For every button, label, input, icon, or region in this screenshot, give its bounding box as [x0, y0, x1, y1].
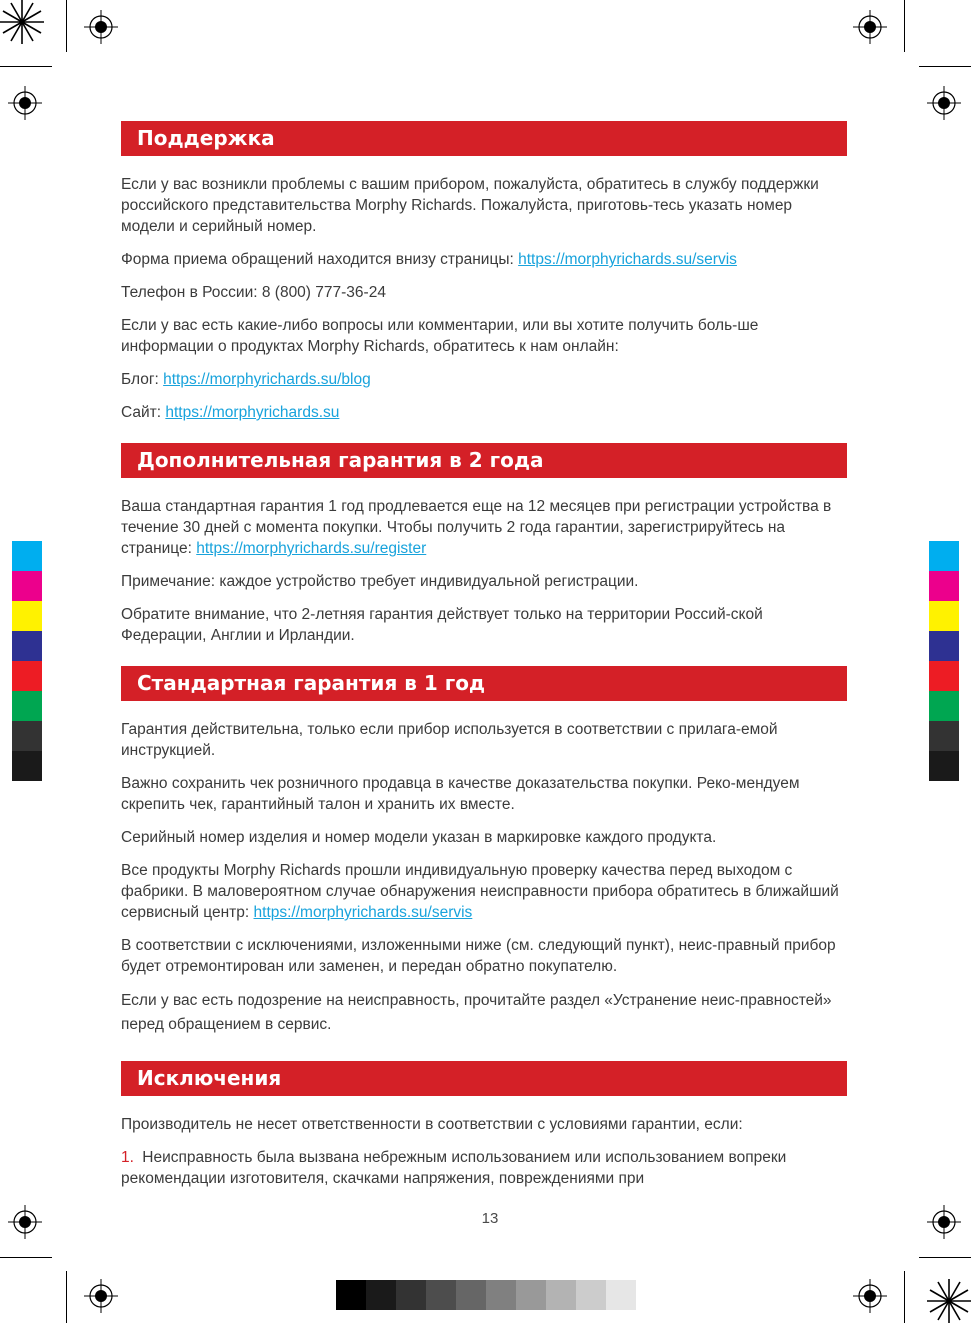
crop-mark [919, 66, 971, 67]
starburst-icon [927, 1279, 971, 1323]
gray-swatch [426, 1280, 456, 1310]
paragraph: Ваша стандартная гарантия 1 год продлевается еще на 12 месяцев при регистрации устройства в течение 30 дней с момента покупки. Чтобы получить 2 года гарантии, зарегистрируйтесь на странице: https://morphyrichards.su/register [121, 498, 832, 557]
grayscale-calibration-bar [336, 1280, 636, 1310]
paragraph: Сайт: https://morphyrichards.su [121, 404, 340, 421]
color-swatch [929, 691, 959, 721]
document-content [121, 121, 847, 1201]
color-swatch [12, 631, 42, 661]
color-swatch [12, 691, 42, 721]
color-swatch [12, 541, 42, 571]
gray-swatch [396, 1280, 426, 1310]
color-swatch [12, 751, 42, 781]
color-swatch [929, 571, 959, 601]
color-swatch [929, 751, 959, 781]
color-swatch [12, 571, 42, 601]
paragraph: В соответствии с исключениями, изложенными ниже (см. следующий пункт), неис-правный прибор будет отремонтирован или заменен, и передан обратно покупателю. [121, 937, 836, 975]
page-number: 13 [481, 1210, 499, 1227]
section-header-standard-warranty: Стандартная гарантия в 1 год [121, 666, 847, 701]
crop-mark [904, 1271, 905, 1323]
paragraph: Серийный номер изделия и номер модели указан в маркировке каждого продукта. [121, 829, 717, 846]
color-swatch [929, 601, 959, 631]
paragraph: Производитель не несет ответственности в соответствии с условиями гарантии, если: [121, 1116, 743, 1133]
site-link[interactable]: https://morphyrichards.su [165, 404, 340, 421]
paragraph: Блог: https://morphyrichards.su/blog [121, 371, 371, 388]
gray-swatch [576, 1280, 606, 1310]
paragraph: Гарантия действительна, только если прибор используется в соответствии с прилага-емой инструкцией. [121, 721, 778, 759]
service-link[interactable]: https://morphyrichards.su/servis [253, 904, 473, 921]
crop-mark [0, 1257, 52, 1258]
color-calibration-bar [929, 541, 959, 781]
gray-swatch [336, 1280, 366, 1310]
paragraph: Обратите внимание, что 2-летняя гарантия действует только на территории Россий-ской Федерации, Англии и Ирландии. [121, 606, 763, 644]
gray-swatch [486, 1280, 516, 1310]
color-swatch [929, 631, 959, 661]
paragraph: Важно сохранить чек розничного продавца в качестве доказательства покупки. Реко-мендуем скрепить чек, гарантийный талон и хранить их вместе. [121, 775, 800, 813]
paragraph: Если у вас возникли проблемы с вашим прибором, пожалуйста, обратитесь в службу поддержки российского представительства Morphy Richards. Пожалуйста, приготовь-тесь указать номер модели и серийный номер. [121, 176, 819, 235]
registration-target-icon [927, 1205, 961, 1239]
section-header-exclusions: Исключения [121, 1061, 847, 1096]
crop-mark [66, 0, 67, 52]
registration-target-icon [927, 86, 961, 120]
paragraph: Если у вас есть подозрение на неисправность, прочитайте раздел «Устранение неис-правностей» перед обращением в сервис. [121, 992, 832, 1033]
register-link[interactable]: https://morphyrichards.su/register [196, 540, 427, 557]
color-swatch [12, 721, 42, 751]
crop-mark [0, 66, 52, 67]
color-calibration-bar [12, 541, 42, 781]
starburst-icon [0, 0, 44, 44]
color-swatch [929, 661, 959, 691]
gray-swatch [516, 1280, 546, 1310]
registration-target-icon [853, 10, 887, 44]
gray-swatch [606, 1280, 636, 1310]
section-header-extended-warranty: Дополнительная гарантия в 2 года [121, 443, 847, 478]
blog-link[interactable]: https://morphyrichards.su/blog [163, 371, 371, 388]
crop-mark [919, 1257, 971, 1258]
paragraph: Все продукты Morphy Richards прошли индивидуальную проверку качества перед выходом с фабрики. В маловероятном случае обнаружения неисправности прибора обратитесь в ближайший сервисный центр: https://morphyrichards.su/servis [121, 862, 839, 921]
gray-swatch [546, 1280, 576, 1310]
list-number: 1. [121, 1149, 134, 1166]
paragraph: Примечание: каждое устройство требует индивидуальной регистрации. [121, 573, 639, 590]
color-swatch [12, 661, 42, 691]
section-header-support: Поддержка [121, 121, 847, 156]
crop-mark [904, 0, 905, 52]
registration-target-icon [853, 1279, 887, 1313]
service-link[interactable]: https://morphyrichards.su/servis [518, 251, 737, 268]
color-swatch [929, 541, 959, 571]
paragraph: Телефон в России: 8 (800) 777-36-24 [121, 284, 386, 301]
paragraph: Если у вас есть какие-либо вопросы или комментарии, или вы хотите получить боль-ше информации о продуктах Morphy Richards, обратитесь к нам онлайн: [121, 317, 759, 355]
registration-target-icon [8, 86, 42, 120]
gray-swatch [366, 1280, 396, 1310]
crop-mark [66, 1271, 67, 1323]
registration-target-icon [84, 10, 118, 44]
paragraph: Форма приема обращений находится внизу страницы: https://morphyrichards.su/servis [121, 251, 737, 268]
registration-target-icon [8, 1205, 42, 1239]
color-swatch [12, 601, 42, 631]
list-item: 1. Неисправность была вызвана небрежным использованием или использованием вопреки рекомендации изготовителя, скачками напряжения, повреждениями при [121, 1149, 787, 1187]
color-swatch [929, 721, 959, 751]
gray-swatch [456, 1280, 486, 1310]
registration-target-icon [84, 1279, 118, 1313]
